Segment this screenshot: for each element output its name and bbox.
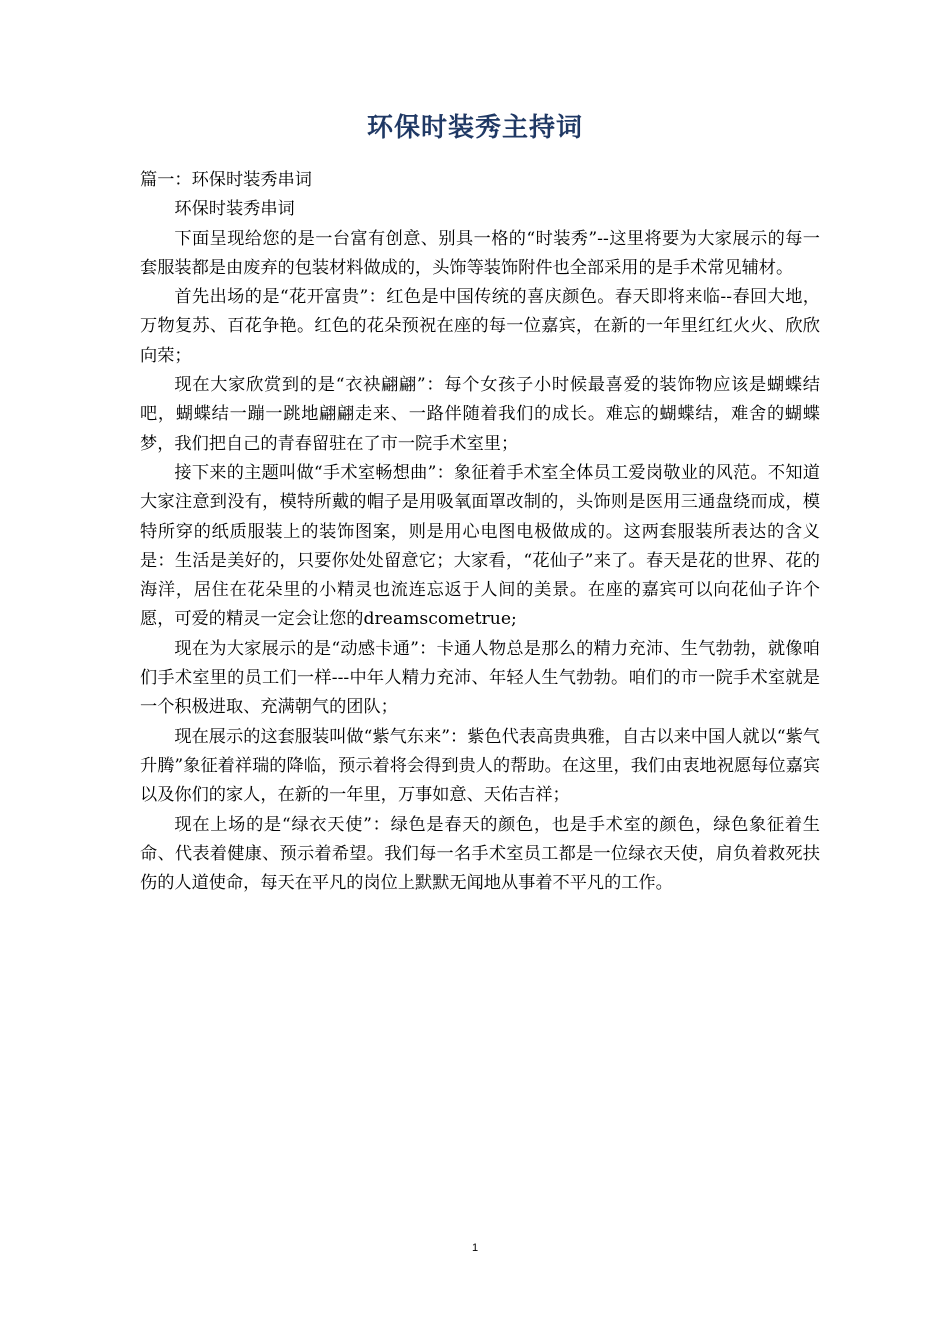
paragraph-purple: 现在展示的这套服装叫做“紫气东来”：紫色代表高贵典雅，自古以来中国人就以“紫气升腾”象征着祥瑞的降临，预示着将会得到贵人的帮助。在这里，我们由衷地祝愿每位嘉宾以及你们的家人，在新的一年里，万事如意、天佑吉祥； bbox=[140, 726, 820, 806]
section-heading: 篇一：环保时装秀串词 bbox=[140, 170, 312, 190]
page-number: 1 bbox=[471, 1242, 479, 1254]
document-title: 环保时装秀主持词 bbox=[366, 113, 583, 143]
paragraph-cartoon: 现在为大家展示的是“动感卡通”：卡通人物总是那么的精力充沛、生气勃勃，就像咱们手术室里的员工们一样---中年人精力充沛、年轻人生气勃勃。咱们的市一院手术室就是一个积极进取、充满朝气的团队； bbox=[140, 638, 820, 718]
paragraph-intro: 下面呈现给您的是一台富有创意、别具一格的“时装秀”--这里将要为大家展示的每一套服装都是由废弃的包装材料做成的，头饰等装饰附件也全部采用的是手术常见辅材。 bbox=[140, 228, 820, 278]
paragraph-butterfly: 现在大家欣赏到的是“衣袂翩翩”：每个女孩子小时候最喜爱的装饰物应该是蝴蝶结吧，蝴蝶结一蹦一跳地翩翩走来、一路伴随着我们的成长。难忘的蝴蝶结，难舍的蝴蝶梦，我们把自己的青春留驻在了市一院手术室里； bbox=[140, 375, 820, 454]
document-body bbox=[140, 166, 820, 898]
paragraph-flowers-blooming: 首先出场的是“花开富贵”：红色是中国传统的喜庆颜色。春天即将来临--春回大地，万物复苏、百花争艳。红色的花朵预祝在座的每一位嘉宾，在新的一年里红红火火、欣欣向荣； bbox=[140, 287, 820, 366]
paragraph-green-angel: 现在上场的是“绿衣天使”：绿色是春天的颜色，也是手术室的颜色，绿色象征着生命、代表着健康、预示着希望。我们每一名手术室员工都是一位绿衣天使，肩负着救死扶伤的人道使命，每天在平凡的岗位上默默无闻地从事着不平凡的工作。 bbox=[140, 814, 820, 894]
paragraph-operating-room: 接下来的主题叫做“手术室畅想曲”：象征着手术室全体员工爱岗敬业的风范。不知道大家注意到没有，模特所戴的帽子是用吸氧面罩改制的，头饰则是医用三通盘绕而成，模特所穿的纸质服装上的装饰图案，则是用心电图电极做成的。这两套服装所表达的含义是：生活是美好的，只要你处处留意它；大家看，“花仙子”来了。春天是花的世界、花的海洋，居住在花朵里的小精灵也流连忘返于人间的美景。在座的嘉宾可以向花仙子许个愿，可爱的精灵一定会让您的dreamscometrue; bbox=[140, 462, 820, 630]
paragraph-subtitle: 环保时装秀串词 bbox=[174, 199, 295, 220]
